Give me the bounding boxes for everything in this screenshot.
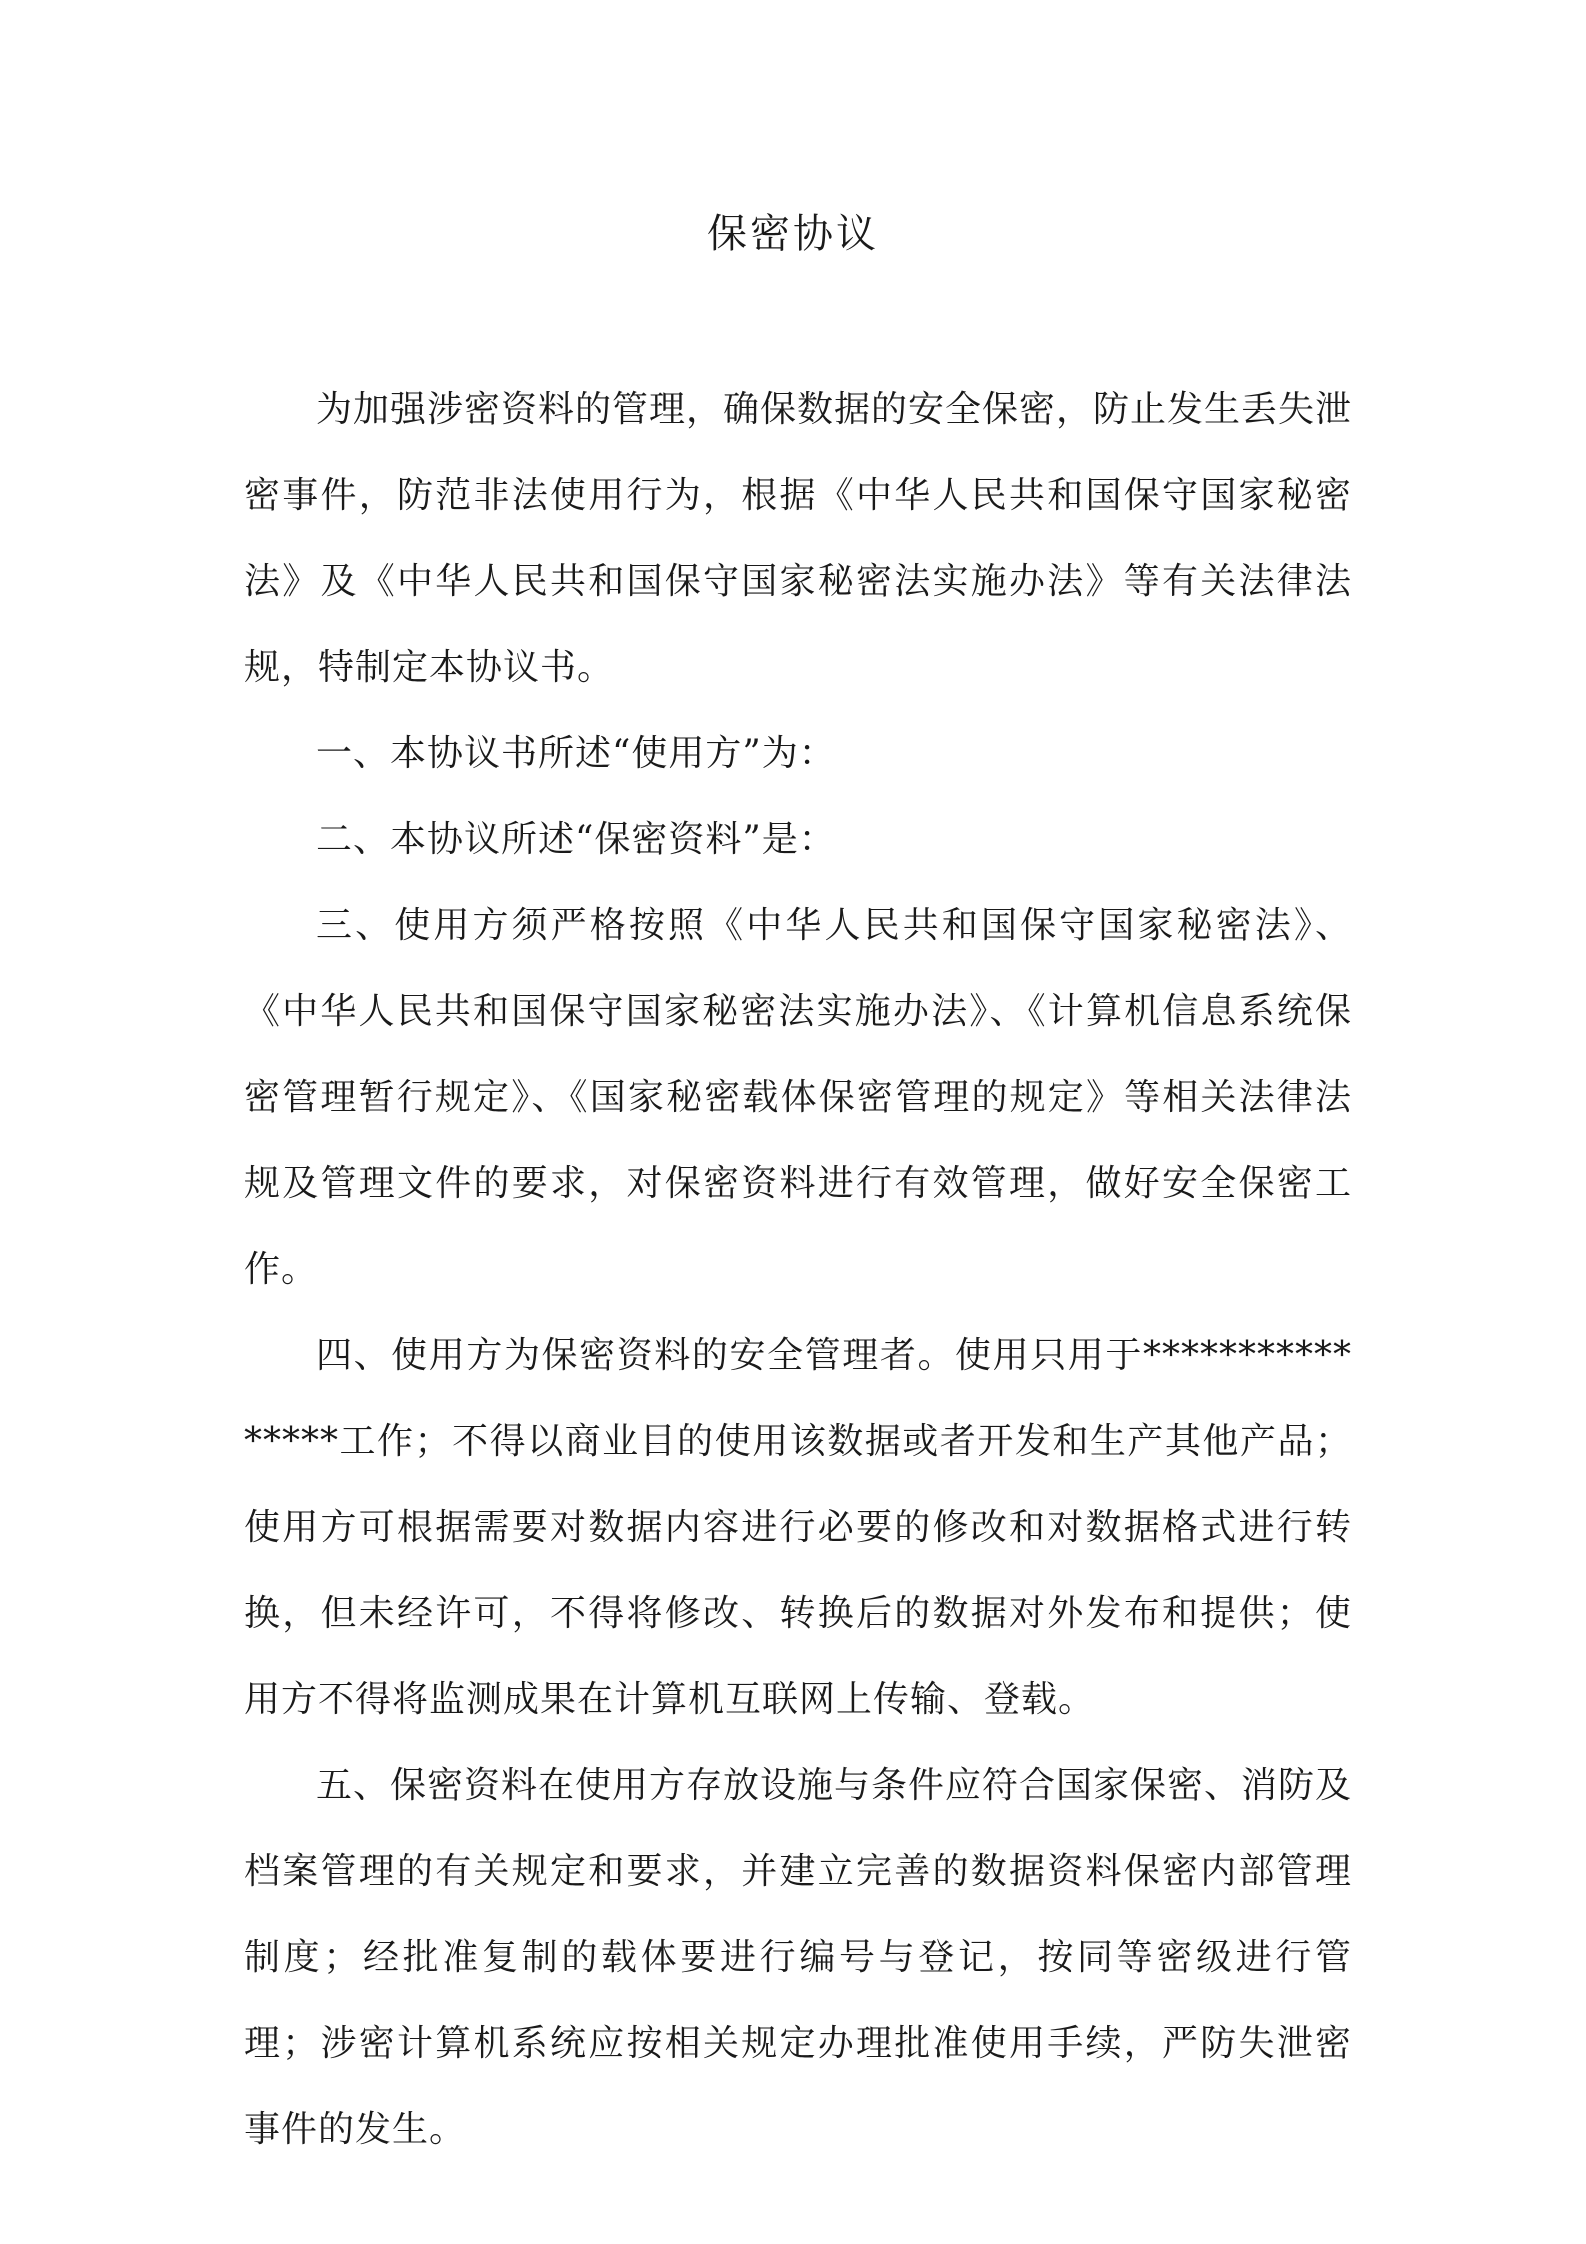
document-title: 保密协议 [707, 211, 879, 257]
paragraph-clause-2: 二、本协议所述“保密资料”是： [316, 819, 836, 860]
paragraph-preamble: 为加强涉密资料的管理，确保数据的安全保密，防止发生丢失泄密事件，防范非法使用行为，根据《中华人民共和国保守国家秘密法》及《中华人民共和国保守国家秘密法实施办法》等有关法律法规，特制定本协议书。 [244, 389, 1353, 688]
paragraph-clause-1: 一、本协议书所述“使用方”为： [316, 733, 836, 774]
paragraph-clause-5: 五、保密资料在使用方存放设施与条件应符合国家保密、消防及档案管理的有关规定和要求，并建立完善的数据资料保密内部管理制度；经批准复制的载体要进行编号与登记，按同等密级进行管理；涉密计算机系统应按相关规定办理批准使用手续，严防失泄密事件的发生。 [244, 1765, 1353, 2150]
document-body [244, 367, 1352, 2173]
paragraph-clause-3: 三、使用方须严格按照《中华人民共和国保守国家秘密法》、《中华人民共和国保守国家秘密法实施办法》、《计算机信息系统保密管理暂行规定》、《国家秘密载体保密管理的规定》等相关法律法规及管理文件的要求，对保密资料进行有效管理，做好安全保密工作。 [244, 905, 1352, 1290]
paragraph-clause-4: 四、使用方为保密资料的安全管理者。使用只用于****************工作；不得以商业目的使用该数据或者开发和生产其他产品；使用方可根据需要对数据内容进行必要的修改和对数据格式进行转换，但未经许可，不得将修改、转换后的数据对外发布和提供；使用方不得将监测成果在计算机互联网上传输、登载。 [244, 1335, 1352, 1720]
